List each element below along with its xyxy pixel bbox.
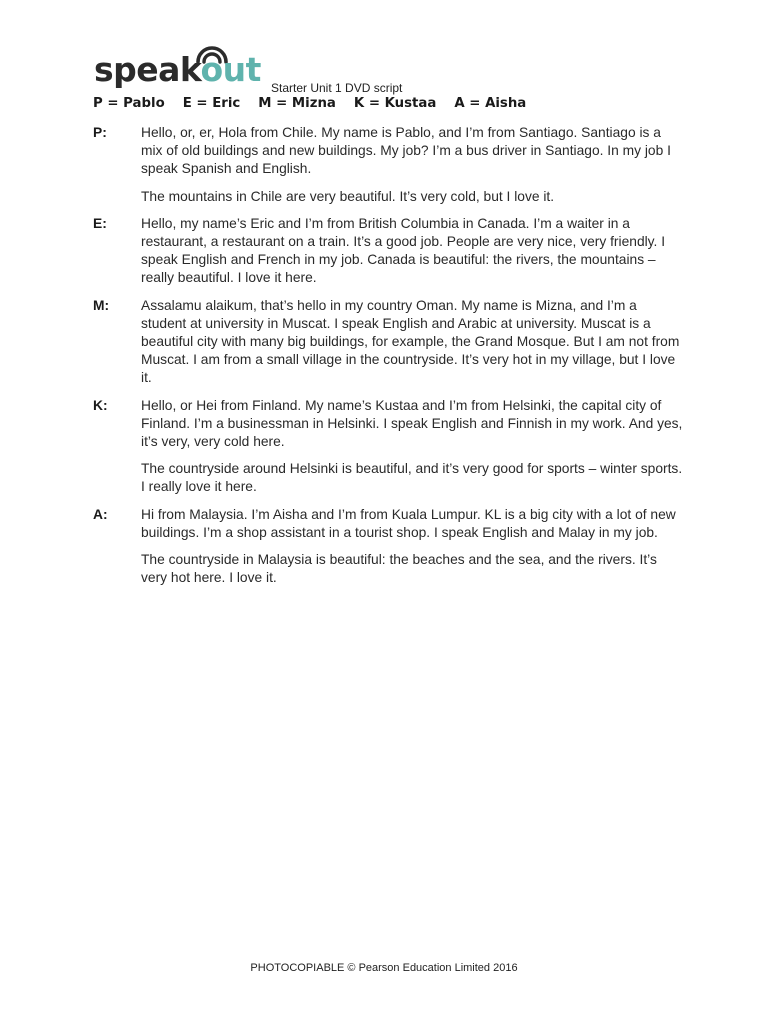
speaker-key-item: E = Eric — [182, 96, 241, 111]
script-paragraph: The countryside around Helsinki is beautiful, and it’s very good for sports – winter sports. I really love it here. — [141, 461, 683, 495]
speaker-label: A: — [93, 506, 108, 522]
logo-out: out — [200, 50, 261, 89]
script-turn — [93, 297, 683, 388]
script-paragraph: Hello, or Hei from Finland. My name’s Kustaa and I’m from Helsinki, the capital city of Finland. I’m a businessman in Helsinki. I speak English and Finnish in my work. And yes, it’s very, very cold here. — [141, 397, 683, 450]
script-paragraph: Hello, or, er, Hola from Chile. My name is Pablo, and I’m from Santiago. Santiago is a mix of old buildings and new buildings. My job? I’m a bus driver in Santiago. In my job I speak Spanish and English. — [141, 125, 671, 177]
speaker-key-item: M = Mizna — [258, 96, 336, 111]
script-turn — [93, 215, 683, 288]
speaker-label: P: — [93, 125, 107, 140]
script-paragraph: Hi from Malaysia. I’m Aisha and I’m from Kuala Lumpur. KL is a big city with a lot of new buildings. I’m a shop assistant in a tourist shop. I speak English and Malay in my job. — [141, 506, 676, 540]
copyright-footer: PHOTOCOPIABLE © Pearson Education Limited 2016 — [250, 962, 518, 974]
logo-speak: speak — [94, 50, 201, 89]
script-turn — [93, 124, 683, 206]
speaker-key — [93, 96, 693, 111]
speaker-key-item: A = Aisha — [454, 96, 527, 111]
script-paragraph: Assalamu alaikum, that’s hello in my country Oman. My name is Mizna, and I’m a student at university in Muscat. I speak English and Arabic at university. Muscat is a beautiful city with many big buildings, for example, the Grand Mosque. But I am not from Muscat. I am from a small village in the countryside. It’s very hot in my village, but I love it. — [141, 297, 680, 386]
speaker-key-item: P = Pablo — [93, 96, 165, 111]
speaker-key-item: K = Kustaa — [353, 96, 437, 111]
script-paragraph: The countryside in Malaysia is beautiful: the beaches and the sea, and the rivers. It’s very hot here. I love it. — [141, 552, 657, 586]
script-turn — [93, 397, 683, 497]
speaker-label: K: — [93, 397, 108, 413]
script-turn — [93, 506, 683, 588]
speakout-logo — [94, 42, 270, 92]
speaker-label: E: — [93, 215, 107, 231]
script-paragraph: Hello, my name’s Eric and I’m from British Columbia in Canada. I’m a waiter in a restaurant, a restaurant on a train. It’s a good job. People are very nice, very friendly. I speak English and French in my job. Canada is beautiful: the rivers, the mountains – really beautiful. I love it here. — [141, 215, 666, 286]
document-subtitle: Starter Unit 1 DVD script — [271, 81, 403, 95]
logo-wordmark — [94, 50, 261, 90]
script-paragraph: The mountains in Chile are very beautiful. It’s very cold, but I love it. — [141, 188, 555, 204]
speaker-label: M: — [93, 297, 110, 313]
dvd-script — [93, 124, 683, 596]
